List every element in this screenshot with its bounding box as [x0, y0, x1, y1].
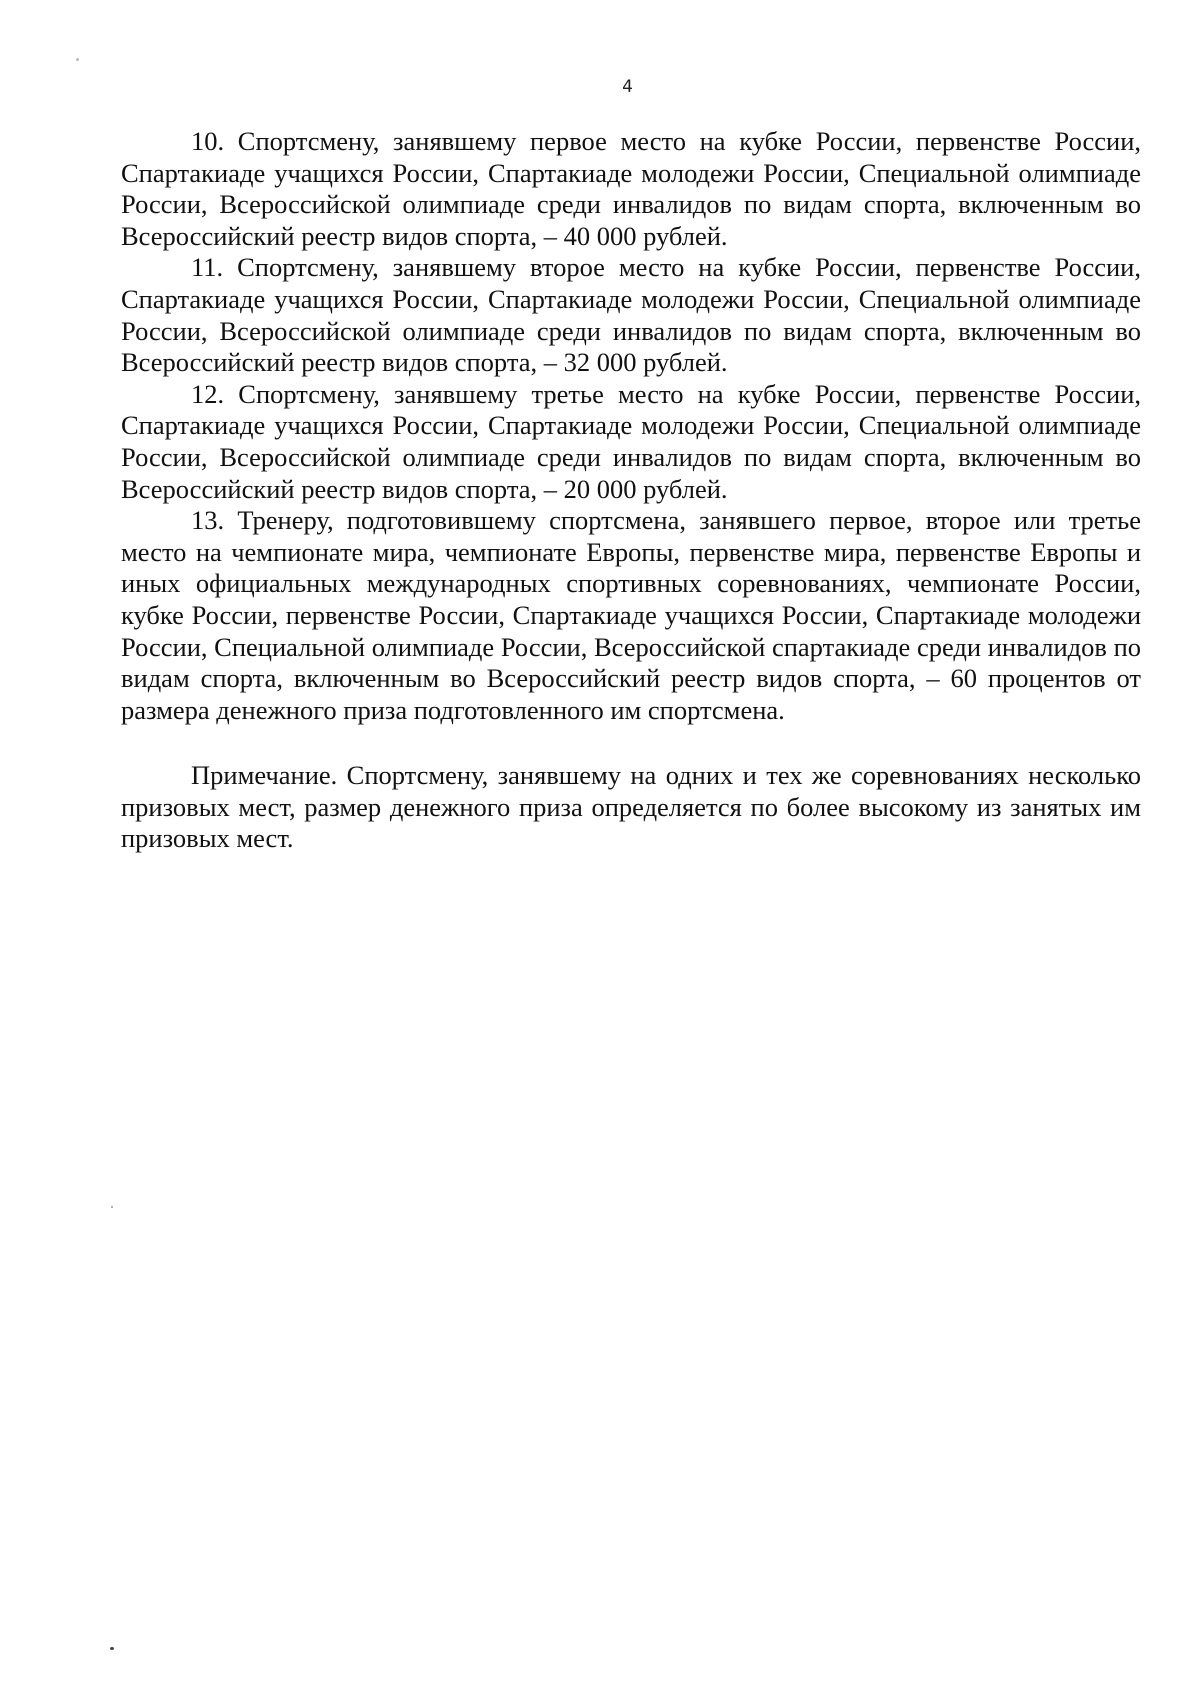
- paragraph-12: 12. Спортсмену, занявшему третье место на кубке России, первенстве России, Спартакиаде учащихся России, Спартакиаде молодежи России, Специальной олимпиаде России, Всероссийской олимпиаде среди инвалидов по видам спорта, включенным во Всероссийский реестр видов спорта, – 20 000 рублей.: [121, 378, 1141, 504]
- scan-speck: [76, 58, 79, 61]
- document-body: [121, 126, 1141, 855]
- scan-speck: [110, 1647, 114, 1650]
- scan-speck: [111, 1206, 113, 1208]
- paragraph-10: 10. Спортсмену, занявшему первое место на кубке России, первенстве России, Спартакиаде учащихся России, Спартакиаде молодежи России, Специальной олимпиаде России, Всероссийской олимпиаде среди инвалидов по видам спорта, включенным во Всероссийский реестр видов спорта, – 40 000 рублей.: [121, 126, 1141, 251]
- paragraph-11: 11. Спортсмену, занявшему второе место на кубке России, первенстве России, Спартакиаде учащихся России, Спартакиаде молодежи России, Специальной олимпиаде России, Всероссийской олимпиаде среди инвалидов по видам спорта, включенным во Всероссийский реестр видов спорта, – 32 000 рублей.: [121, 252, 1141, 378]
- page-number: 4: [622, 77, 633, 97]
- note-paragraph: Примечание. Спортсмену, занявшему на одних и тех же соревнованиях несколько призовых мест, размер денежного приза определяется по более высокому из занятых им призовых мест.: [121, 760, 1141, 854]
- paragraph-13: 13. Тренеру, подготовившему спортсмена, занявшего первое, второе или третье место на чемпионате мира, чемпионате Европы, первенстве мира, первенстве Европы и иных официальных международных спортивных соревнованиях, чемпионате России, кубке России, первенстве России, Спартакиаде учащихся России, Спартакиаде молодежи России, Специальной олимпиаде России, Всероссийской спартакиаде среди инвалидов по видам спорта, включенным во Всероссийский реестр видов спорта, – 60 процентов от размера денежного приза подготовленного им спортсмена.: [121, 505, 1141, 725]
